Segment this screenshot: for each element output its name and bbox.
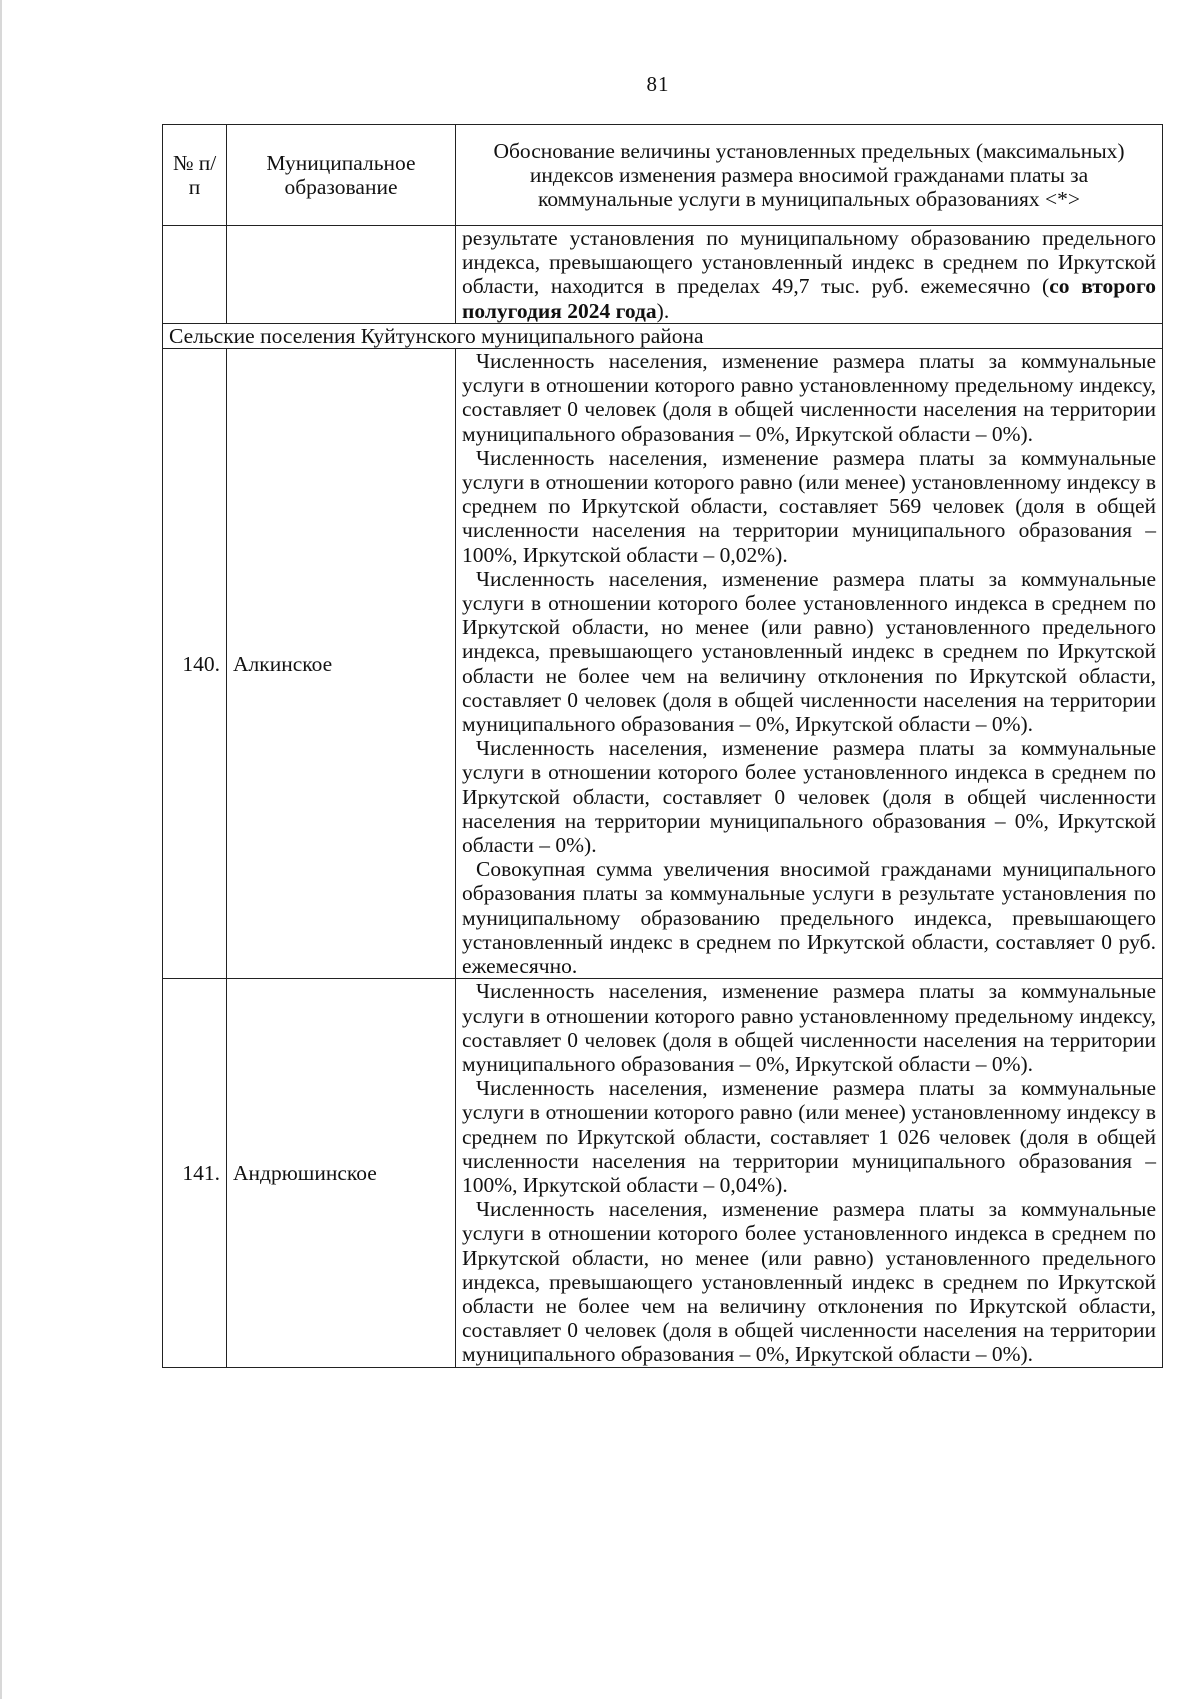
justification-paragraph: Численность населения, изменение размера платы за коммунальные услуги в отношении которого равно установленному предельному индексу, составляет 0 человек (доля в общей численности населения на территории муниципального образования – 0%, Иркутской области – 0%). (462, 979, 1156, 1076)
header-justification: Обоснование величины установленных предельных (максимальных) индексов изменения размера вносимой гражданами платы за коммунальные услуги в муниципальных образованиях <*> (456, 125, 1163, 226)
table-row (163, 349, 1163, 979)
justification-paragraph: Численность населения, изменение размера платы за коммунальные услуги в отношении которого равно установленному предельному индексу, составляет 0 человек (доля в общей численности населения на территории муниципального образования – 0%, Иркутской области – 0%). (462, 349, 1156, 446)
justification-cell (456, 979, 1163, 1367)
section-title: Сельские поселения Куйтунского муниципального района (163, 323, 1163, 348)
row-number: 141. (163, 979, 227, 1367)
continuation-text: результате установления по муниципальному образованию предельного индекса, превышающего установленный индекс в среднем по Иркутской области, находится в пределах 49,7 тыс. руб. ежемесячно ( (462, 226, 1156, 299)
row-number: 140. (163, 349, 227, 979)
justification-paragraph: Численность населения, изменение размера платы за коммунальные услуги в отношении которого более установленного индекса в среднем по Иркутской области, составляет 0 человек (доля в общей численности населения на территории муниципального образования – 0%, Иркутской области – 0%). (462, 736, 1156, 858)
justification-cell (456, 349, 1163, 979)
justification-paragraph: Численность населения, изменение размера платы за коммунальные услуги в отношении которого равно (или менее) установленному индексу в среднем по Иркутской области, составляет 569 человек (доля в общей численности населения на территории муниципального образования – 100%, Иркутской области – 0,02%). (462, 445, 1156, 567)
continuation-paragraph (462, 226, 1156, 323)
continuation-num-cell (163, 226, 227, 324)
justification-paragraph: Совокупная сумма увеличения вносимой гражданами муниципального образования платы за коммунальные услуги в результате установления по муниципальному образованию предельного индекса, превышающего установленный индекс в среднем по Иркутской области, составляет 0 руб. ежемесячно. (462, 857, 1156, 979)
scan-margin-line (0, 0, 2, 1699)
municipality-name: Андрюшинское (227, 979, 456, 1367)
limit-index-table (162, 124, 1163, 1368)
municipality-name: Алкинское (227, 349, 456, 979)
continuation-bold-period: со второго полугодия 2024 года (462, 274, 1156, 323)
section-row (163, 323, 1163, 348)
justification-paragraph: Численность населения, изменение размера платы за коммунальные услуги в отношении которого более установленного индекса в среднем по Иркутской области, но менее (или равно) установленного предельного индекса, превышающего установленный индекс в среднем по Иркутской области не более чем на величину отклонения по Иркутской области, составляет 0 человек (доля в общей численности населения на территории муниципального образования – 0%, Иркутской области – 0%). (462, 1197, 1156, 1367)
table-header-row (163, 125, 1163, 226)
justification-paragraph: Численность населения, изменение размера платы за коммунальные услуги в отношении которого равно (или менее) установленному индексу в среднем по Иркутской области, составляет 1 026 человек (доля в общей численности населения на территории муниципального образования – 100%, Иркутской области – 0,04%). (462, 1076, 1156, 1197)
justification-paragraph: Численность населения, изменение размера платы за коммунальные услуги в отношении которого более установленного индекса в среднем по Иркутской области, но менее (или равно) установленного предельного индекса, превышающего установленный индекс в среднем по Иркутской области не более чем на величину отклонения по Иркутской области, составляет 0 человек (доля в общей численности населения на территории муниципального образования – 0%, Иркутской области – 0%). (462, 566, 1156, 737)
header-number: № п/п (163, 125, 227, 226)
table-row (163, 979, 1163, 1367)
continuation-tail: ). (656, 298, 670, 323)
page-number: 81 (646, 72, 670, 96)
table-row-continuation (163, 226, 1163, 324)
header-municipality: Муниципальное образование (227, 125, 456, 226)
continuation-name-cell (227, 226, 456, 324)
continuation-text-cell (456, 226, 1163, 324)
